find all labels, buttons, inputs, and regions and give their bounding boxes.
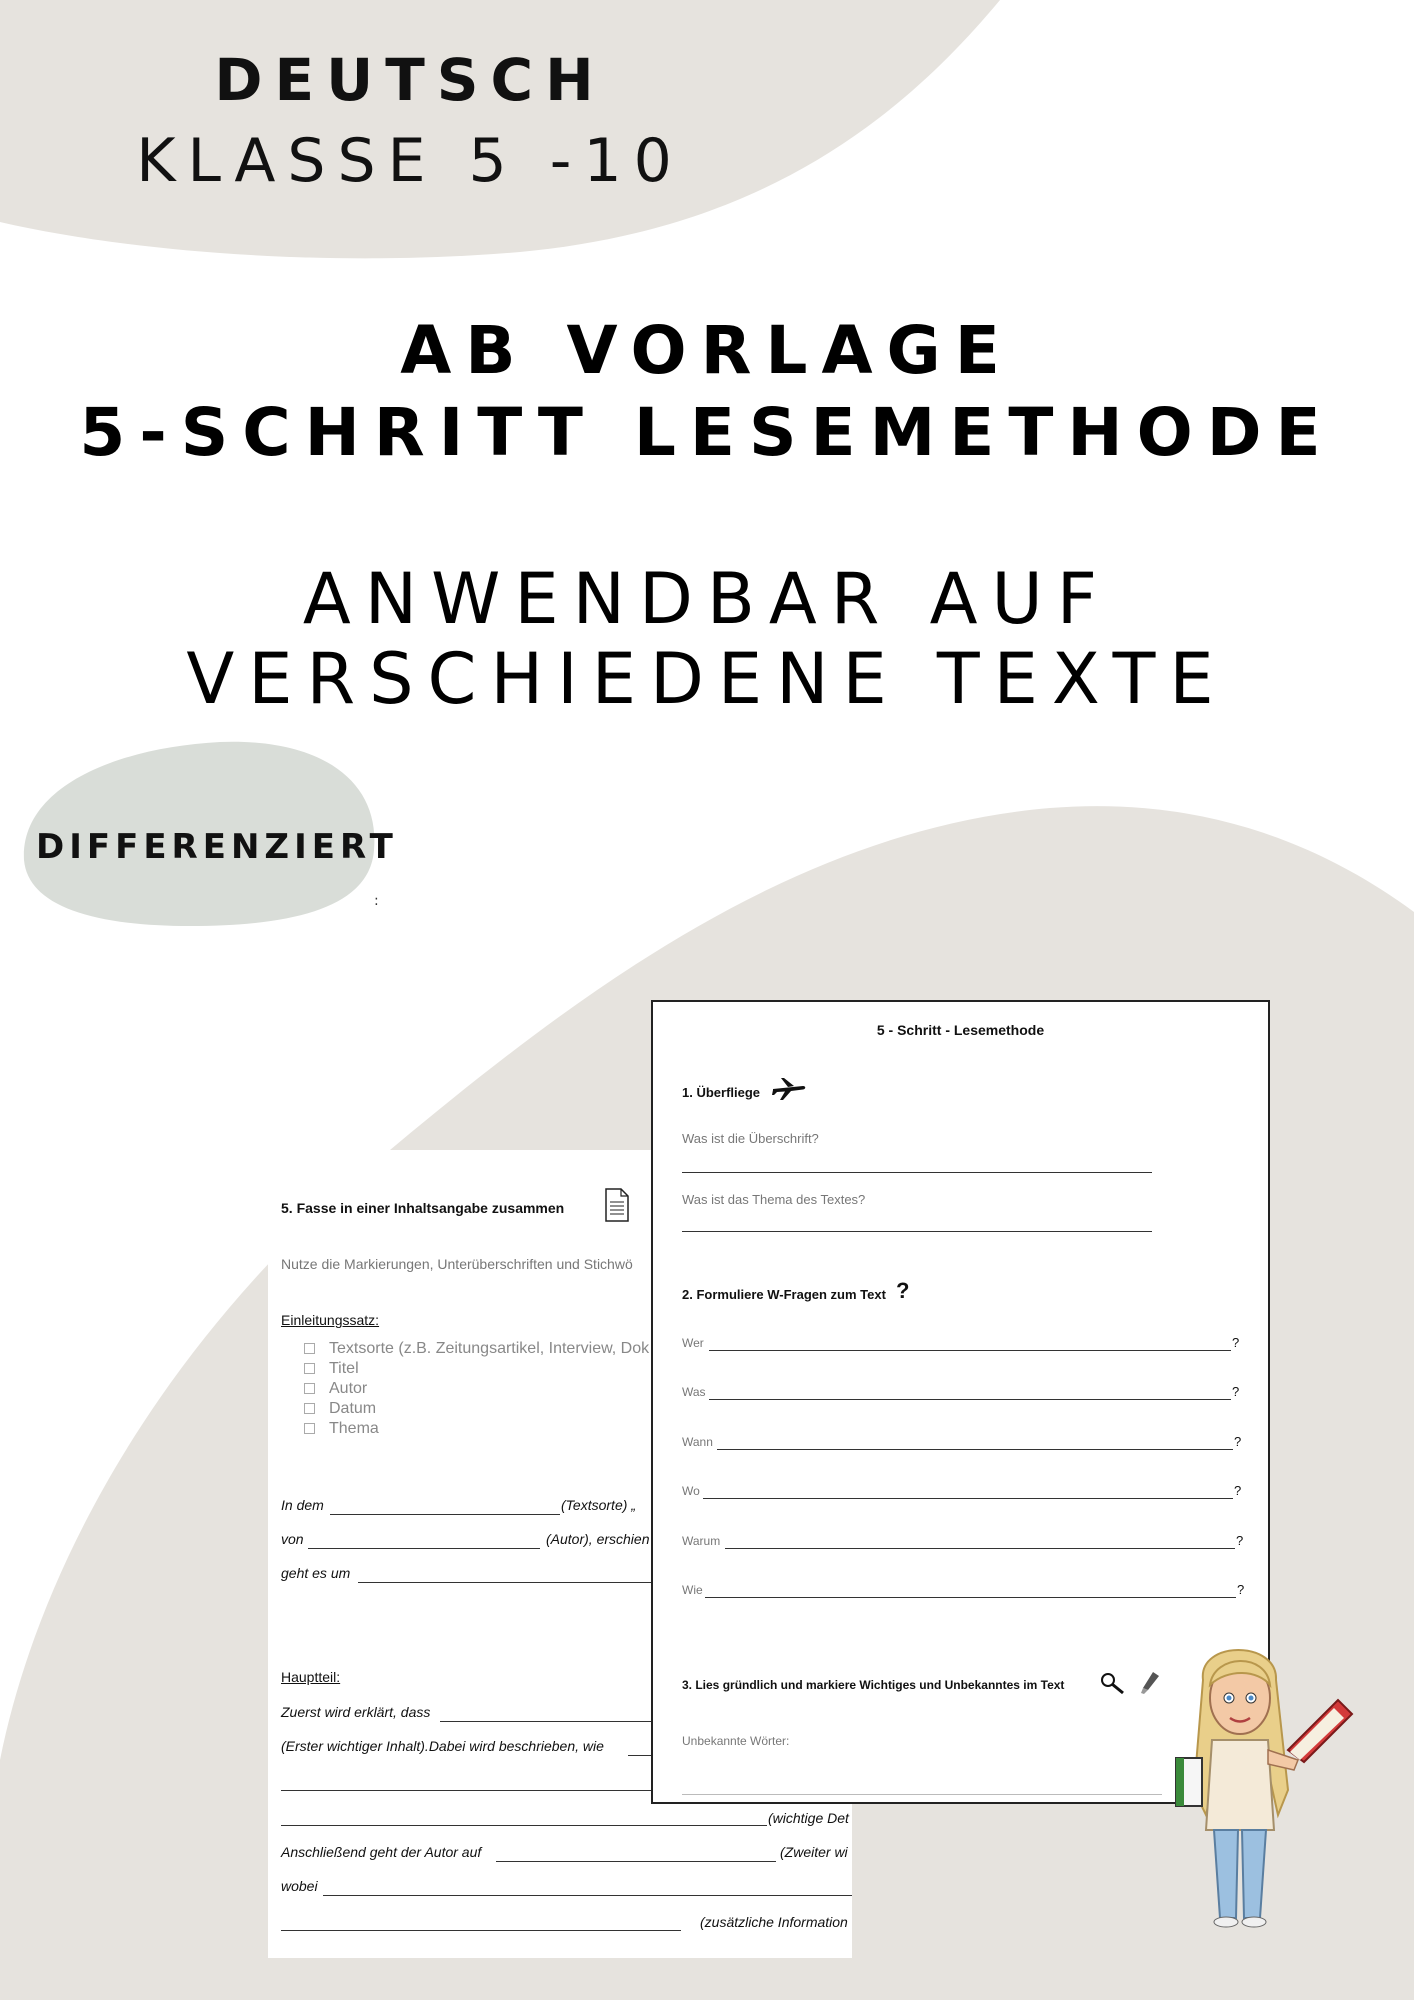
fill-text: wobei [281,1878,318,1894]
stray-colon: : [374,893,379,909]
document-icon [604,1188,630,1222]
question-mark: ? [1232,1335,1240,1350]
fill-text: (Erster wichtiger Inhalt).Dabei wird beschrieben, wie [281,1738,604,1754]
question-mark: ? [1234,1434,1242,1449]
checklist-item: Thema [304,1420,379,1438]
checklist-item: Textsorte (z.B. Zeitungsartikel, Interview, Dok [304,1340,649,1358]
fill-text: (Textsorte) „ [561,1497,636,1513]
answer-line [709,1399,1231,1400]
answer-line [717,1449,1233,1450]
w-question-label: Was [682,1385,706,1399]
blank-line [358,1582,658,1583]
intro-label: Einleitungssatz: [281,1312,380,1328]
checklist-item: Titel [304,1360,359,1378]
step1-heading: 1. Überfliege [682,1085,761,1100]
differentiated-badge: DIFFERENZIERT [36,827,398,867]
step2-heading: 2. Formuliere W-Fragen zum Text [682,1287,886,1302]
unknown-words-label: Unbekannte Wörter: [682,1734,790,1748]
blank-line [281,1930,681,1931]
w-question-label: Wo [682,1484,700,1498]
title-line-1: AB VORLAGE [400,312,1014,389]
answer-line [682,1794,1162,1795]
teacher-avatar [1148,1640,1358,1930]
fill-text: (zusätzliche Information [700,1914,848,1930]
title-line-2: 5-SCHRITT LESEMETHODE [79,394,1335,471]
fill-text: (Autor), erschien [546,1531,650,1547]
answer-line [709,1350,1231,1351]
question-mark: ? [1232,1384,1240,1399]
instruction-text: Nutze die Markierungen, Unterüberschriften und Stichwö [281,1256,633,1272]
subject-heading: DEUTSCH [214,46,606,114]
question-headline: Was ist die Überschrift? [682,1131,819,1146]
subtitle-line-2: VERSCHIEDENE TEXTE [186,638,1228,720]
grade-heading: KLASSE 5 -10 [136,126,684,196]
question-mark: ? [1234,1483,1242,1498]
checkbox-icon [304,1403,315,1414]
blank-line [308,1548,540,1549]
checkbox-icon [304,1383,315,1394]
step3-heading: 3. Lies gründlich und markiere Wichtiges und Unbekanntes im Text [682,1678,1065,1692]
blank-line [330,1514,560,1515]
question-mark: ? [1237,1582,1245,1597]
fill-text: In dem [281,1497,324,1513]
blank-line [496,1861,776,1862]
worksheet-title: 5 - Schritt - Lesemethode [876,1022,1045,1038]
main-part-label: Hauptteil: [281,1669,341,1685]
checkbox-icon [304,1423,315,1434]
airplane-icon [771,1074,807,1102]
question-topic: Was ist das Thema des Textes? [682,1192,866,1207]
fill-text: Anschließend geht der Autor auf [281,1844,482,1860]
question-mark: ? [1236,1533,1244,1548]
fill-text: von [281,1531,304,1547]
answer-line [682,1231,1152,1232]
blank-line [323,1895,852,1896]
checkbox-icon [304,1343,315,1354]
checkbox-icon [304,1363,315,1374]
w-question-label: Wer [682,1336,704,1350]
fill-text: geht es um [281,1565,351,1581]
answer-line [705,1597,1236,1598]
question-mark-icon: ? [896,1278,910,1303]
checklist-item: Autor [304,1380,367,1398]
magnifier-icon [1099,1672,1129,1696]
step5-heading: 5. Fasse in einer Inhaltsangabe zusammen [281,1200,565,1216]
checklist-item: Datum [304,1400,376,1418]
answer-line [725,1548,1235,1549]
fill-text: Zuerst wird erklärt, dass [281,1704,431,1720]
subtitle-line-1: ANWENDBAR AUF [302,558,1112,640]
w-question-label: Wie [682,1583,703,1597]
fill-text: (wichtige Det [768,1810,849,1826]
blank-line [281,1825,767,1826]
w-question-label: Warum [682,1534,721,1548]
answer-line [703,1498,1233,1499]
blank-line [440,1721,680,1722]
fill-text: (Zweiter wi [780,1844,848,1860]
w-question-label: Wann [682,1435,713,1449]
answer-line [682,1172,1152,1173]
